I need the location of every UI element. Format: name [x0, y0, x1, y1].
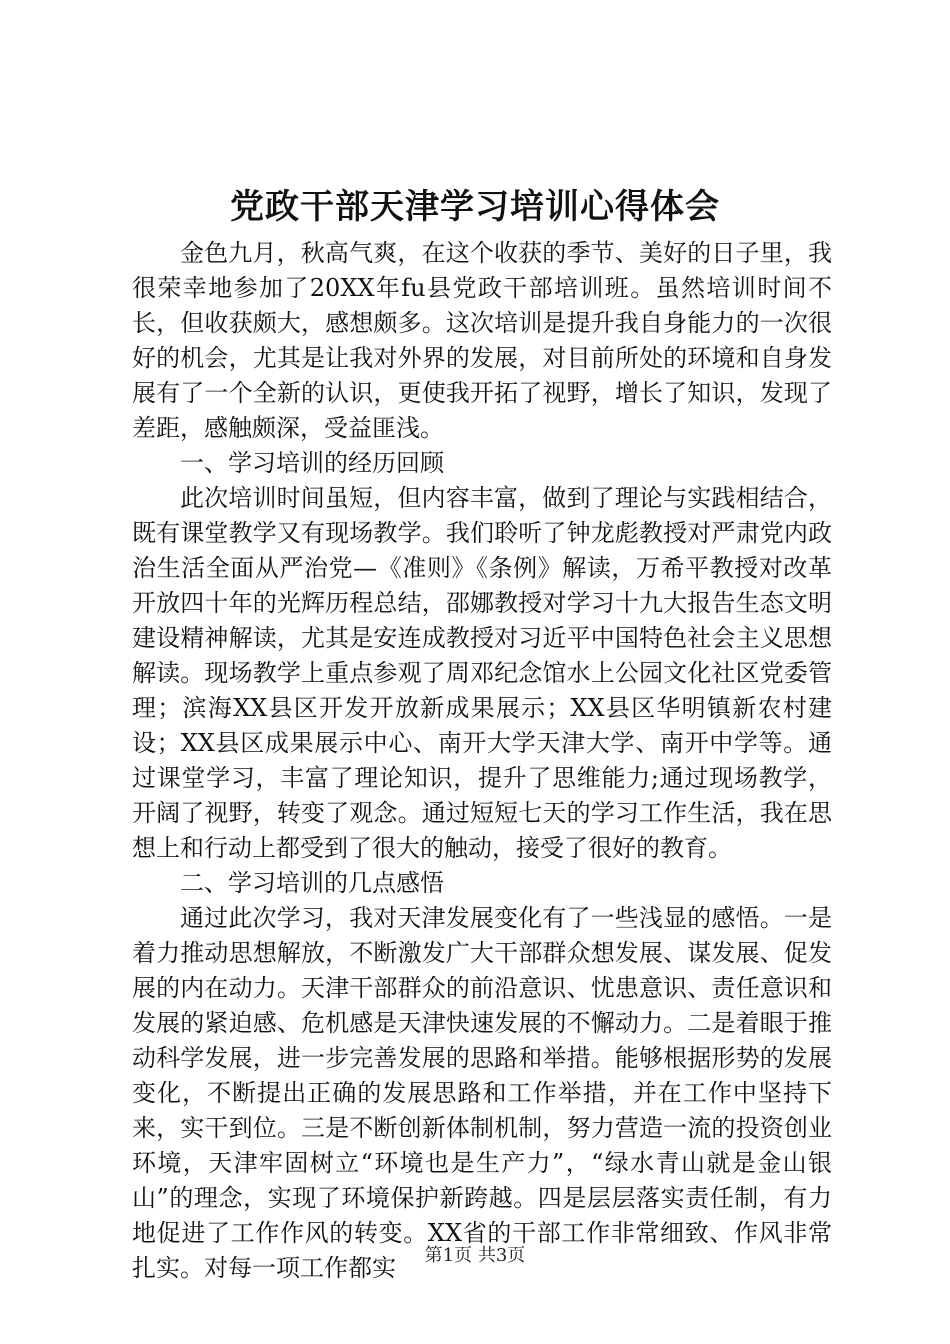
document-title: 党政干部天津学习培训心得体会	[230, 187, 720, 227]
paragraph-review: 此次培训时间虽短，但内容丰富，做到了理论与实践相结合，既有课堂教学又有现场教学。我们聆听了钟龙彪教授对严肃党内政治生活全面从严治党—《准则》《条例》解读，万希平教授对改革开放四十年的光辉历程总结，邵娜教授对学习十九大报告生态文明建设精神解读，尤其是安连成教授对习近平中国特色社会主义思想解读。现场教学上重点参观了周邓纪念馆水上公园文化社区党委管理；滨海XX县区开发开放新成果展示；XX县区华明镇新农村建设；XX县区成果展示中心、南开大学天津大学、南开中学等。通过课堂学习，丰富了理论知识，提升了思维能力;通过现场教学，开阔了视野，转变了观念。通过短短七天的学习工作生活，我在思想上和行动上都受到了很大的触动，接受了很好的教育。	[132, 484, 832, 862]
paragraph-insights: 通过此次学习，我对天津发展变化有了一些浅显的感悟。一是着力推动思想解放，不断激发广大干部群众想发展、谋发展、促发展的内在动力。天津干部群众的前沿意识、忧患意识、责任意识和发展的紧迫感、危机感是天津快速发展的不懈动力。二是着眼于推动科学发展，进一步完善发展的思路和举措。能够根据形势的发展变化，不断提出正确的发展思路和工作举措，并在工作中坚持下来，实干到位。三是不断创新体制机制，努力营造一流的投资创业环境，天津牢固树立“环境也是生产力”，“绿水青山就是金山银山”的理念，实现了环境保护新跨越。四是层层落实责任制，有力地促进了工作作风的转变。XX省的干部工作非常细致、作风非常扎实。对每一项工作都实	[132, 904, 832, 1282]
section-heading-insights: 二、学习培训的几点感悟	[180, 869, 444, 897]
page-footer: 第1页 共3页	[424, 1245, 526, 1266]
document-body	[132, 236, 832, 1286]
paragraph-intro: 金色九月，秋高气爽，在这个收获的季节、美好的日子里，我很荣幸地参加了20XX年fu县党政干部培训班。虽然培训时间不长，但收获颇大，感想颇多。这次培训是提升我自身能力的一次很好的机会，尤其是让我对外界的发展，对目前所处的环境和自身发展有了一个全新的认识，更使我开拓了视野，增长了知识，发现了差距，感触颇深，受益匪浅。	[132, 239, 832, 442]
section-heading-review: 一、学习培训的经历回顾	[180, 449, 444, 477]
